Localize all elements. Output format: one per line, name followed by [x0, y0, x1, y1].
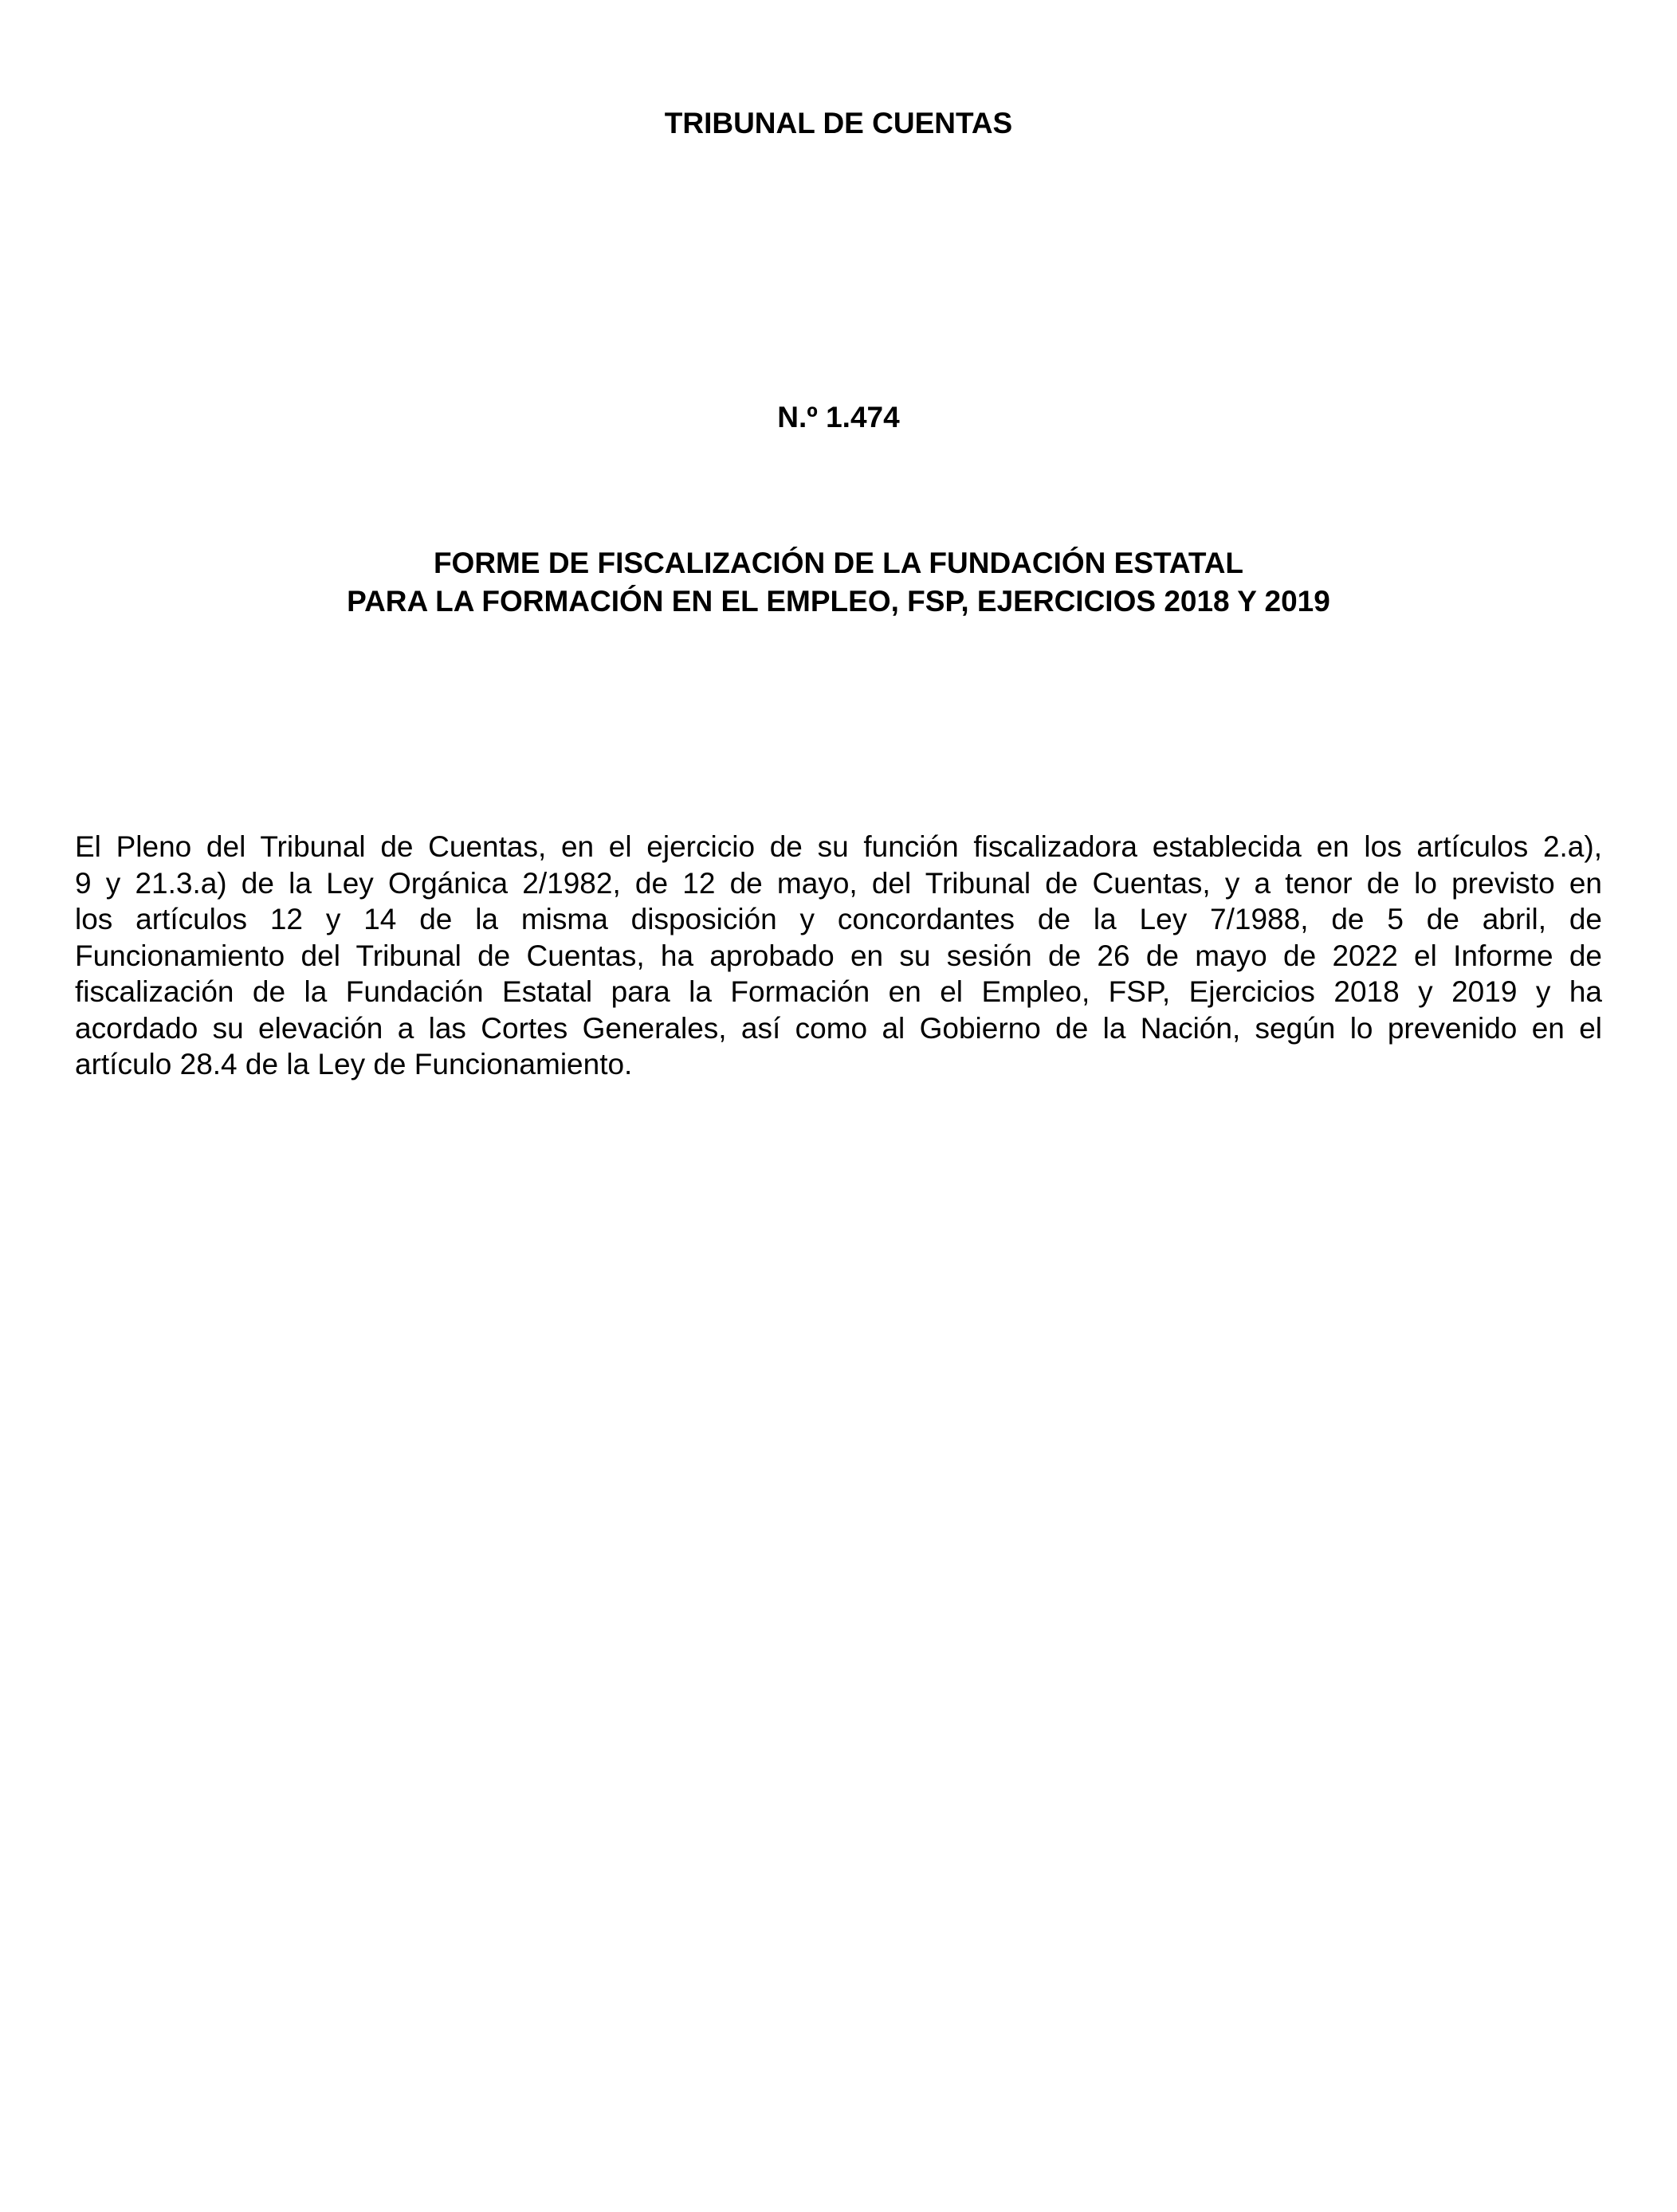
body-line: Funcionamiento del Tribunal de Cuentas, ha aprobado en su sesión de 26 de mayo de 2022 el Informe de: [75, 939, 1602, 972]
body-line: acordado su elevación a las Cortes Generales, así como al Gobierno de la Nación, según lo prevenido en el: [75, 1011, 1602, 1045]
body-paragraph: [75, 829, 1602, 1083]
report-title-line-1: FORME DE FISCALIZACIÓN DE LA FUNDACIÓN ESTATAL: [433, 547, 1244, 579]
body-line: artículo 28.4 de la Ley de Funcionamiento.: [75, 1048, 633, 1081]
body-line: los artículos 12 y 14 de la misma disposición y concordantes de la Ley 7/1988, de 5 de abril, de: [75, 903, 1602, 935]
organization-title: TRIBUNAL DE CUENTAS: [664, 107, 1013, 139]
report-title-line-2: PARA LA FORMACIÓN EN EL EMPLEO, FSP, EJERCICIOS 2018 Y 2019: [347, 585, 1330, 618]
body-line: 9 y 21.3.a) de la Ley Orgánica 2/1982, de 12 de mayo, del Tribunal de Cuentas, y a tenor de lo previsto en: [75, 866, 1602, 900]
report-number: N.º 1.474: [777, 401, 900, 433]
body-line: fiscalización de la Fundación Estatal para la Formación en el Empleo, FSP, Ejercicios 2018 y 2019 y ha: [75, 975, 1602, 1008]
body-line: El Pleno del Tribunal de Cuentas, en el ejercicio de su función fiscalizadora establecida en los artículos 2.a),: [75, 830, 1602, 863]
